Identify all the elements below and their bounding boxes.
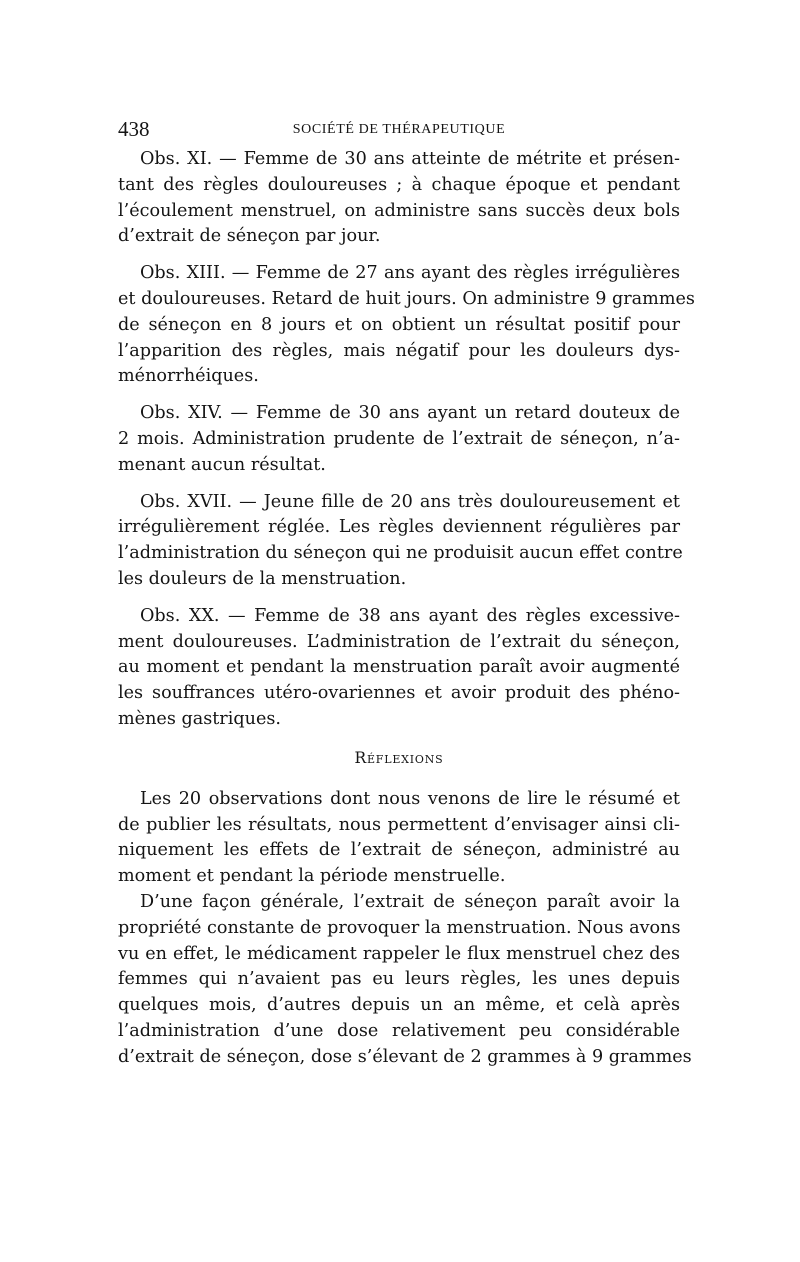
text-line: niquement les effets de l’extrait de séneçon, administré au	[118, 840, 680, 861]
text-line: Obs. XI. — Femme de 30 ans atteinte de métrite et présen-	[140, 149, 680, 169]
running-title: SOCIÉTÉ DE THÉRAPEUTIQUE	[292, 122, 506, 137]
observation-xiv	[118, 401, 680, 478]
text-line: ménorrhéiques.	[118, 366, 259, 387]
text-line: les douleurs de la menstruation.	[118, 568, 407, 589]
observation-xiii	[118, 261, 695, 390]
text-line: quelques mois, d’autres depuis un an même, et celà après	[118, 995, 680, 1016]
page-header	[118, 114, 680, 144]
observation-xx	[118, 604, 680, 733]
text-line: de séneçon en 8 jours et on obtient un résultat positif pour	[118, 314, 680, 335]
text-line: l’administration du séneçon qui ne produisit aucun effet contre	[118, 543, 683, 564]
text-line: Obs. XIV. — Femme de 30 ans ayant un retard douteux de	[140, 403, 680, 424]
reflection-paragraph	[118, 787, 680, 890]
text-line: moment et pendant la période menstruelle.	[118, 866, 506, 887]
text-line: les souffrances utéro-ovariennes et avoir produit des phéno-	[118, 683, 680, 704]
text-line: propriété constante de provoquer la menstruation. Nous avons	[118, 917, 681, 938]
reflection-paragraph	[118, 890, 692, 1071]
text-line: de publier les résultats, nous permettent d’envisager ainsi cli-	[118, 814, 680, 835]
text-line: d’extrait de séneçon, dose s’élevant de 2 grammes à 9 grammes	[118, 1046, 692, 1067]
text-line: Obs. XIII. — Femme de 27 ans ayant des règles irrégulières	[140, 263, 680, 284]
text-line: femmes qui n’avaient pas eu leurs règles, les unes depuis	[118, 969, 680, 990]
text-line: Obs. XX. — Femme de 38 ans ayant des règles excessive-	[140, 605, 680, 626]
text-line: irrégulièrement réglée. Les règles deviennent régulières par	[118, 517, 680, 538]
page-number: 438	[118, 117, 150, 141]
text-line: l’écoulement menstruel, on administre sans succès deux bols	[118, 200, 680, 221]
text-line: l’apparition des règles, mais négatif pour les douleurs dys-	[118, 340, 680, 361]
text-line: Obs. XVII. — Jeune fille de 20 ans très douloureusement et	[140, 491, 680, 512]
text-line: et douloureuses. Retard de huit jours. On administre 9 grammes	[118, 288, 695, 309]
text-line: vu en effet, le médicament rappeler le flux menstruel chez des	[118, 943, 680, 964]
text-line: tant des règles douloureuses ; à chaque époque et pendant	[118, 174, 680, 195]
text-line: menant aucun résultat.	[118, 454, 326, 475]
text-line: D’une façon générale, l’extrait de séneçon paraît avoir la	[140, 891, 680, 912]
body-text	[118, 147, 695, 1071]
text-line: au moment et pendant la menstruation paraît avoir augmenté	[118, 657, 680, 678]
text-line: Les 20 observations dont nous venons de lire le résumé et	[140, 788, 680, 809]
text-line: ment douloureuses. L’administration de l’extrait du séneçon,	[118, 631, 680, 652]
section-heading: Réflexions	[354, 748, 444, 767]
observation-xvii	[118, 490, 683, 593]
observation-xi	[118, 147, 680, 250]
text-line: d’extrait de séneçon par jour.	[118, 226, 381, 247]
text-line: l’administration d’une dose relativement peu considérable	[118, 1020, 680, 1041]
text-line: mènes gastriques.	[118, 708, 281, 729]
text-line: 2 mois. Administration prudente de l’extrait de séneçon, n’a-	[118, 428, 680, 449]
